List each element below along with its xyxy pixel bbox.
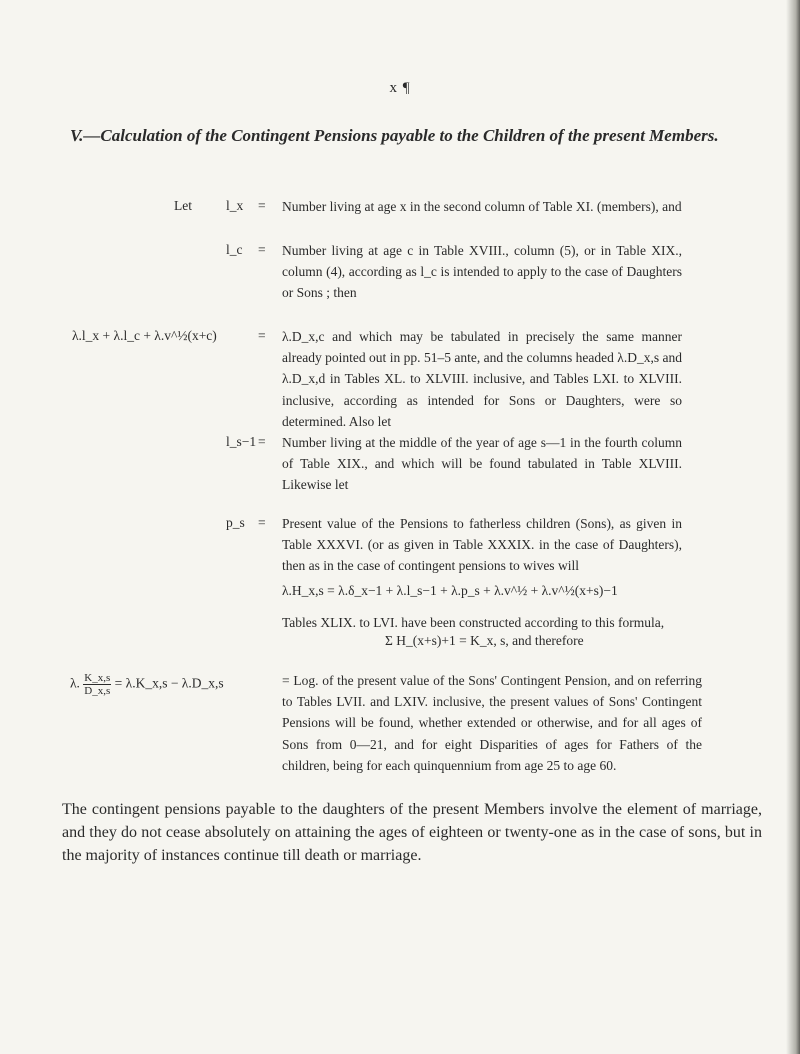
sum-formula: Σ H_(x+s)+1 = K_x, s, and therefore: [385, 633, 584, 648]
section-heading: V.—Calculation of the Contingent Pensions payable to the Children of the present Members.: [70, 126, 719, 145]
fraction: [83, 672, 111, 697]
page-mark: x ¶: [389, 80, 411, 96]
log-prefix: λ.: [70, 675, 80, 691]
page-edge-shadow: [786, 0, 800, 1054]
symbol-ls-1: l_s−1: [226, 434, 257, 449]
equals-sign: =: [258, 198, 266, 213]
equals-sign: =: [258, 515, 266, 530]
equals-sign: =: [258, 434, 266, 449]
closing-paragraph: The contingent pensions payable to the daughters of the present Members involve the element of marriage, and they do not cease absolutely on attaining the ages of eighteen or twenty-one as in the case of sons, but in the majority of instances continue till death or marriage.: [62, 801, 762, 864]
definition-ls-1: Number living at the middle of the year of age s—1 in the fourth column of Table XIX., and which will be found tabulated in Table XLVIII. Likewise let: [282, 435, 682, 493]
equals-sign: =: [258, 328, 266, 343]
equals-sign: =: [258, 242, 266, 257]
symbol-lx: l_x: [226, 198, 244, 213]
let-label: Let: [174, 198, 192, 213]
formula-h: λ.H_x,s = λ.δ_x−1 + λ.l_s−1 + λ.p_s + λ.v^½ + λ.v^½(x+s)−1: [282, 583, 618, 598]
final-symbol: [70, 672, 224, 697]
final-equation: = λ.K_x,s − λ.D_x,s: [114, 675, 224, 691]
definition-dxc: λ.D_x,c and which may be tabulated in precisely the same manner already pointed out in pp. 51–5 ante, and the columns headed λ.D_x,s and λ.D_x,d in Tables XL. to XLVIII. inclusive, and Tables LXI. to XLVIII. inclusive, according as intended for Sons or Daughters, were so determined. Also let: [282, 329, 682, 429]
tables-note: Tables XLIX. to LVI. have been constructed according to this formula,: [282, 615, 665, 630]
definition-lc: Number living at age c in Table XVIII., column (5), or in Table XIX., column (4), according as l_c is intended to apply to the case of Daughters or Sons ; then: [282, 243, 682, 301]
definition-lx: Number living at age x in the second column of Table XI. (members), and: [282, 199, 682, 214]
symbol-ps: p_s: [226, 515, 245, 530]
definition-ps: Present value of the Pensions to fatherless children (Sons), as given in Table XXXVI. (or as given in Table XXXIX. in the case of Daughters), then as in the case of contingent pensions to wives will: [282, 516, 682, 574]
symbol-lc: l_c: [226, 242, 243, 257]
final-description: = Log. of the present value of the Sons' Contingent Pension, and on referring to Tables LVII. and LXIV. inclusive, the present values of Sons' Contingent Pensions will be found, whether extended or otherwise, and for all ages of Sons from 0—21, and for eight Disparities of ages for Fathers of the children, being for each quinquennium from age 25 to age 60.: [282, 673, 702, 773]
fraction-numerator: K_x,s: [84, 672, 111, 684]
fraction-denominator: D_x,s: [84, 685, 111, 697]
symbol-log-sum: λ.l_x + λ.l_c + λ.v^½(x+c): [72, 328, 217, 343]
